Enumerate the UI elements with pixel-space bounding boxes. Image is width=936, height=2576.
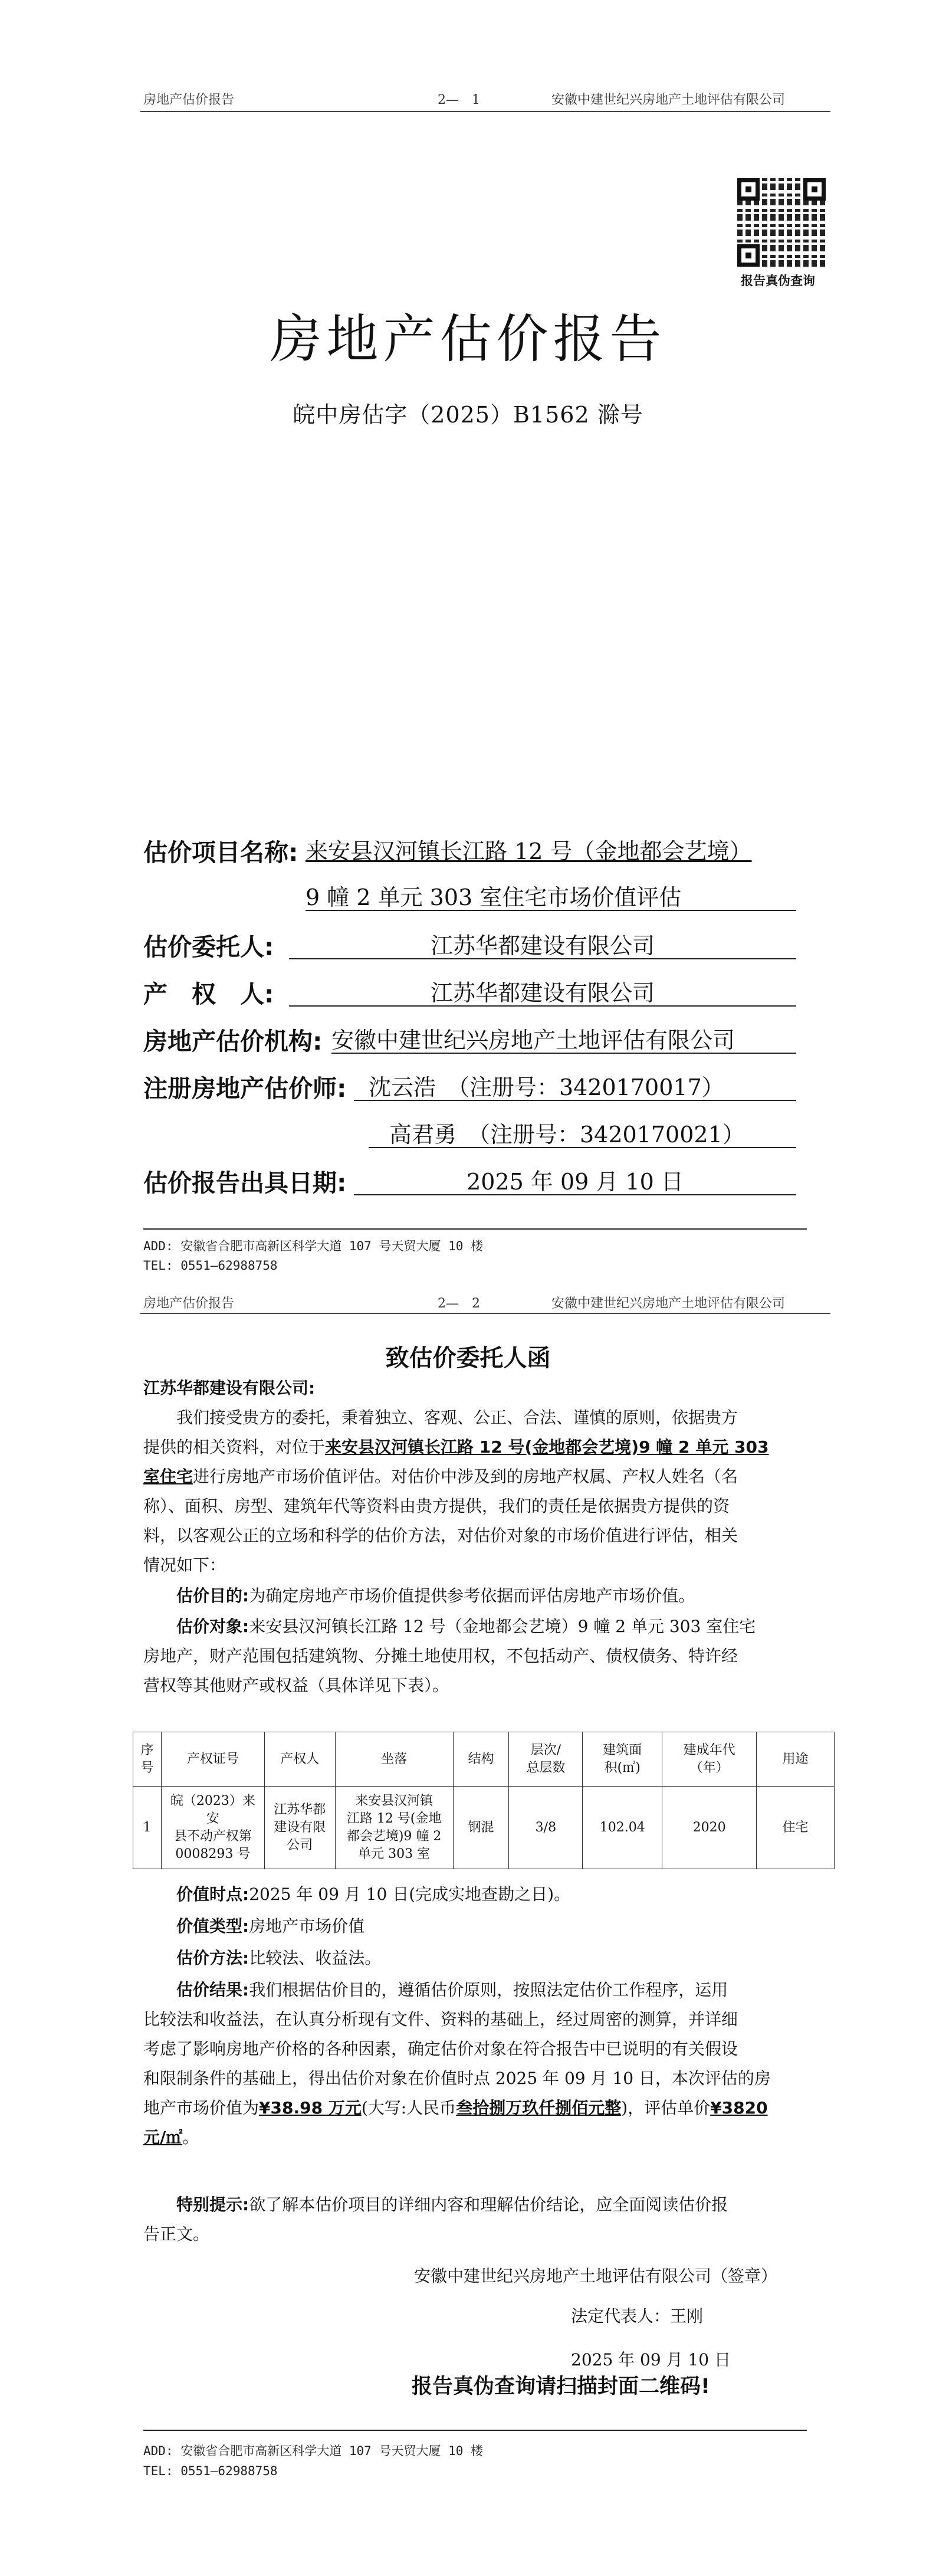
footer-rule — [143, 2430, 807, 2431]
col-header-no: 序 号 — [133, 1732, 162, 1787]
header-left: 房地产估价报告 — [143, 1296, 235, 1311]
notice-line: 告正文。 — [143, 2224, 210, 2244]
report-title: 房地产估价报告 — [270, 309, 666, 369]
object-label: 估价对象: — [176, 1617, 249, 1636]
verification-notice: 报告真伪查询请扫描封面二维码! — [412, 2375, 710, 2398]
footer-address: ADD: 安徽省合肥市高新区科学大道 107 号天贸大厦 10 楼 — [143, 2444, 484, 2458]
intro-line: 称）、面积、房型、建筑年代等资料由贵方提供，我们的责任是依据贵方提供的资 — [143, 1496, 730, 1516]
intro-text: 进行房地产市场价值评估。对估价中涉及到的房地产权属、产权人姓名（名 — [193, 1467, 738, 1486]
purpose-label: 估价目的: — [176, 1586, 249, 1605]
col-header-year: 建成年代 （年） — [662, 1732, 757, 1787]
client-underline — [289, 958, 796, 959]
purpose-text: 为确定房地产市场价值提供参考依据而评估房地产市场价值。 — [249, 1586, 695, 1605]
footer-address: ADD: 安徽省合肥市高新区科学大道 107 号天贸大厦 10 楼 — [143, 1239, 484, 1253]
addressee: 江苏华都建设有限公司: — [143, 1378, 316, 1398]
appraiser-2: 高君勇 （注册号：3420170021） — [389, 1122, 745, 1148]
project-name-label: 估价项目名称: — [143, 838, 298, 867]
appraiser-1: 沈云浩 （注册号：3420170017） — [369, 1074, 724, 1100]
property-type-highlight: 室住宅 — [143, 1467, 193, 1486]
agency-underline — [331, 1053, 796, 1054]
cell-floor: 3/8 — [509, 1787, 583, 1869]
appraiser-1-underline — [354, 1100, 796, 1101]
owner-label: 产 权 人: — [143, 980, 274, 1008]
value-type-text: 房地产市场价值 — [249, 1916, 365, 1936]
col-header-use: 用途 — [757, 1732, 835, 1787]
col-header-owner: 产权人 — [264, 1732, 335, 1787]
client-label: 估价委托人: — [143, 933, 274, 961]
owner-underline — [289, 1005, 796, 1007]
project-name-underline — [306, 910, 796, 911]
agency-value: 安徽中建世纪兴房地产土地评估有限公司 — [331, 1027, 735, 1053]
notice-paragraph — [143, 2190, 816, 2249]
cell-location: 来安县汉河镇 江路 12 号(金地 都会艺境)9 幢 2 单元 303 室 — [335, 1787, 453, 1869]
result-line — [143, 1975, 816, 2005]
value-type-line — [176, 1912, 364, 1941]
result-total-value: ¥38.98 万元 — [259, 2098, 362, 2118]
method-line — [176, 1944, 381, 1973]
appraiser-2-underline — [369, 1147, 796, 1148]
intro-line: 情况如下： — [143, 1555, 226, 1575]
intro-line: 我们接受贵方的委托，秉着独立、客观、公正、合法、谨慎的原则，依据贵方 — [176, 1408, 738, 1427]
footer-rule — [143, 1228, 807, 1230]
intro-line: 料，以客观公正的立场和科学的估价方法，对估价对象的市场价值进行评估，相关 — [143, 1526, 738, 1545]
method-text: 比较法、收益法。 — [249, 1948, 382, 1968]
property-table — [133, 1732, 835, 1869]
legal-representative: 法定代表人：王刚 — [571, 2306, 704, 2326]
object-line — [143, 1612, 816, 1641]
intro-line — [143, 1462, 816, 1492]
col-header-location: 坐落 — [335, 1732, 453, 1787]
intro-text: 提供的相关资料，对位于 — [143, 1437, 326, 1457]
header-page-number: 2— 1 — [438, 93, 480, 107]
result-line: 元/㎡。 — [143, 2128, 199, 2147]
method-label: 估价方法: — [176, 1948, 249, 1968]
col-header-cert: 产权证号 — [161, 1732, 264, 1787]
signature-company: 安徽中建世纪兴房地产土地评估有限公司（签章） — [414, 2266, 778, 2286]
property-address-highlight: 来安县汉河镇长江路 12 号(金地都会艺境)9 幢 2 单元 303 — [325, 1437, 769, 1457]
report-number: 皖中房估字（2025）B1562 滁号 — [293, 402, 643, 428]
result-label: 估价结果: — [176, 1980, 249, 2000]
header-rule — [140, 111, 830, 112]
header-rule — [140, 1313, 830, 1314]
header-right: 安徽中建世纪兴房地产土地评估有限公司 — [551, 93, 786, 107]
project-name-line-1: 来安县汉河镇长江路 12 号（金地都会艺境） — [306, 838, 752, 864]
col-header-structure: 结构 — [453, 1732, 509, 1787]
object-line: 营权等其他财产或权益（具体详见下表）。 — [143, 1676, 449, 1695]
letter-title: 致估价委托人函 — [385, 1345, 551, 1372]
cell-cert: 皖（2023）来安 县不动产权第 0008293 号 — [161, 1787, 264, 1869]
result-unit-price-unit: 元/㎡ — [143, 2128, 183, 2147]
agency-label: 房地产估价机构: — [143, 1027, 323, 1056]
purpose-line — [176, 1581, 695, 1611]
header-right: 安徽中建世纪兴房地产土地评估有限公司 — [551, 1296, 786, 1311]
client-value: 江苏华都建设有限公司 — [430, 933, 655, 959]
object-text: 来安县汉河镇长江路 12 号（金地都会艺境）9 幢 2 单元 303 室住宅 — [249, 1617, 756, 1636]
result-total-upper: 叁拾捌万玖仟捌佰元整 — [456, 2098, 622, 2118]
value-date-label: 价值时点: — [176, 1885, 249, 1904]
project-name-line-2: 9 幢 2 单元 303 室住宅市场价值评估 — [306, 884, 682, 910]
col-header-area: 建筑面 积(㎡) — [583, 1732, 662, 1787]
result-line: 地产市场价值为¥38.98 万元(大写:人民币叁拾捌万玖仟捌佰元整)，评估单价¥3820 — [143, 2098, 768, 2118]
footer-telephone: TEL: 0551—62988758 — [143, 1258, 278, 1273]
result-line: 考虑了影响房地产价格的各种因素，确定估价对象在符合报告中已说明的有关假设 — [143, 2039, 738, 2059]
notice-text: 欲了解本估价项目的详细内容和理解估价结论，应全面阅读估价报 — [249, 2195, 728, 2214]
intro-paragraph — [143, 1403, 816, 1580]
cell-structure: 钢混 — [453, 1787, 509, 1869]
header-left: 房地产估价报告 — [143, 93, 235, 107]
intro-line — [143, 1433, 816, 1462]
cell-owner: 江苏华都 建设有限 公司 — [264, 1787, 335, 1869]
table-header-row — [133, 1732, 835, 1787]
owner-value: 江苏华都建设有限公司 — [430, 980, 655, 1006]
result-line: 和限制条件的基础上，得出估价对象在价值时点 2025 年 09 月 10 日，本次评估的房 — [143, 2069, 771, 2088]
notice-line — [143, 2190, 816, 2220]
issue-date-underline — [354, 1194, 796, 1195]
issue-date-label: 估价报告出具日期: — [143, 1169, 347, 1197]
footer-telephone: TEL: 0551—62988758 — [143, 2464, 278, 2478]
value-type-label: 价值类型: — [176, 1916, 249, 1936]
result-line: 比较法和收益法，在认真分析现有文件、资料的基础上，经过周密的测算，并详细 — [143, 2010, 738, 2029]
issue-date-value: 2025 年 09 月 10 日 — [467, 1169, 684, 1195]
cell-area: 102.04 — [583, 1787, 662, 1869]
object-line: 房地产，财产范围包括建筑物、分摊土地使用权，不包括动产、债权债务、特许经 — [143, 1646, 738, 1666]
result-paragraph — [143, 1975, 816, 2152]
notice-label: 特别提示: — [176, 2195, 249, 2214]
cell-no: 1 — [133, 1787, 162, 1869]
result-text: 我们根据估价目的，遵循估价原则，按照法定估价工作程序，运用 — [249, 1980, 728, 2000]
value-date-line — [176, 1880, 570, 1909]
table-row — [133, 1787, 835, 1869]
qr-caption: 报告真伪查询 — [741, 274, 815, 288]
object-paragraph — [143, 1612, 816, 1700]
value-date-text: 2025 年 09 月 10 日(完成实地查勘之日)。 — [249, 1885, 571, 1904]
signature-date: 2025 年 09 月 10 日 — [571, 2350, 731, 2369]
cell-use: 住宅 — [757, 1787, 835, 1869]
qr-code[interactable] — [735, 176, 828, 269]
col-header-floor: 层次/ 总层数 — [509, 1732, 583, 1787]
header-page-number: 2— 2 — [438, 1296, 480, 1311]
result-unit-price: ¥3820 — [710, 2098, 768, 2118]
appraiser-label: 注册房地产估价师: — [143, 1074, 347, 1103]
cell-year: 2020 — [662, 1787, 757, 1869]
